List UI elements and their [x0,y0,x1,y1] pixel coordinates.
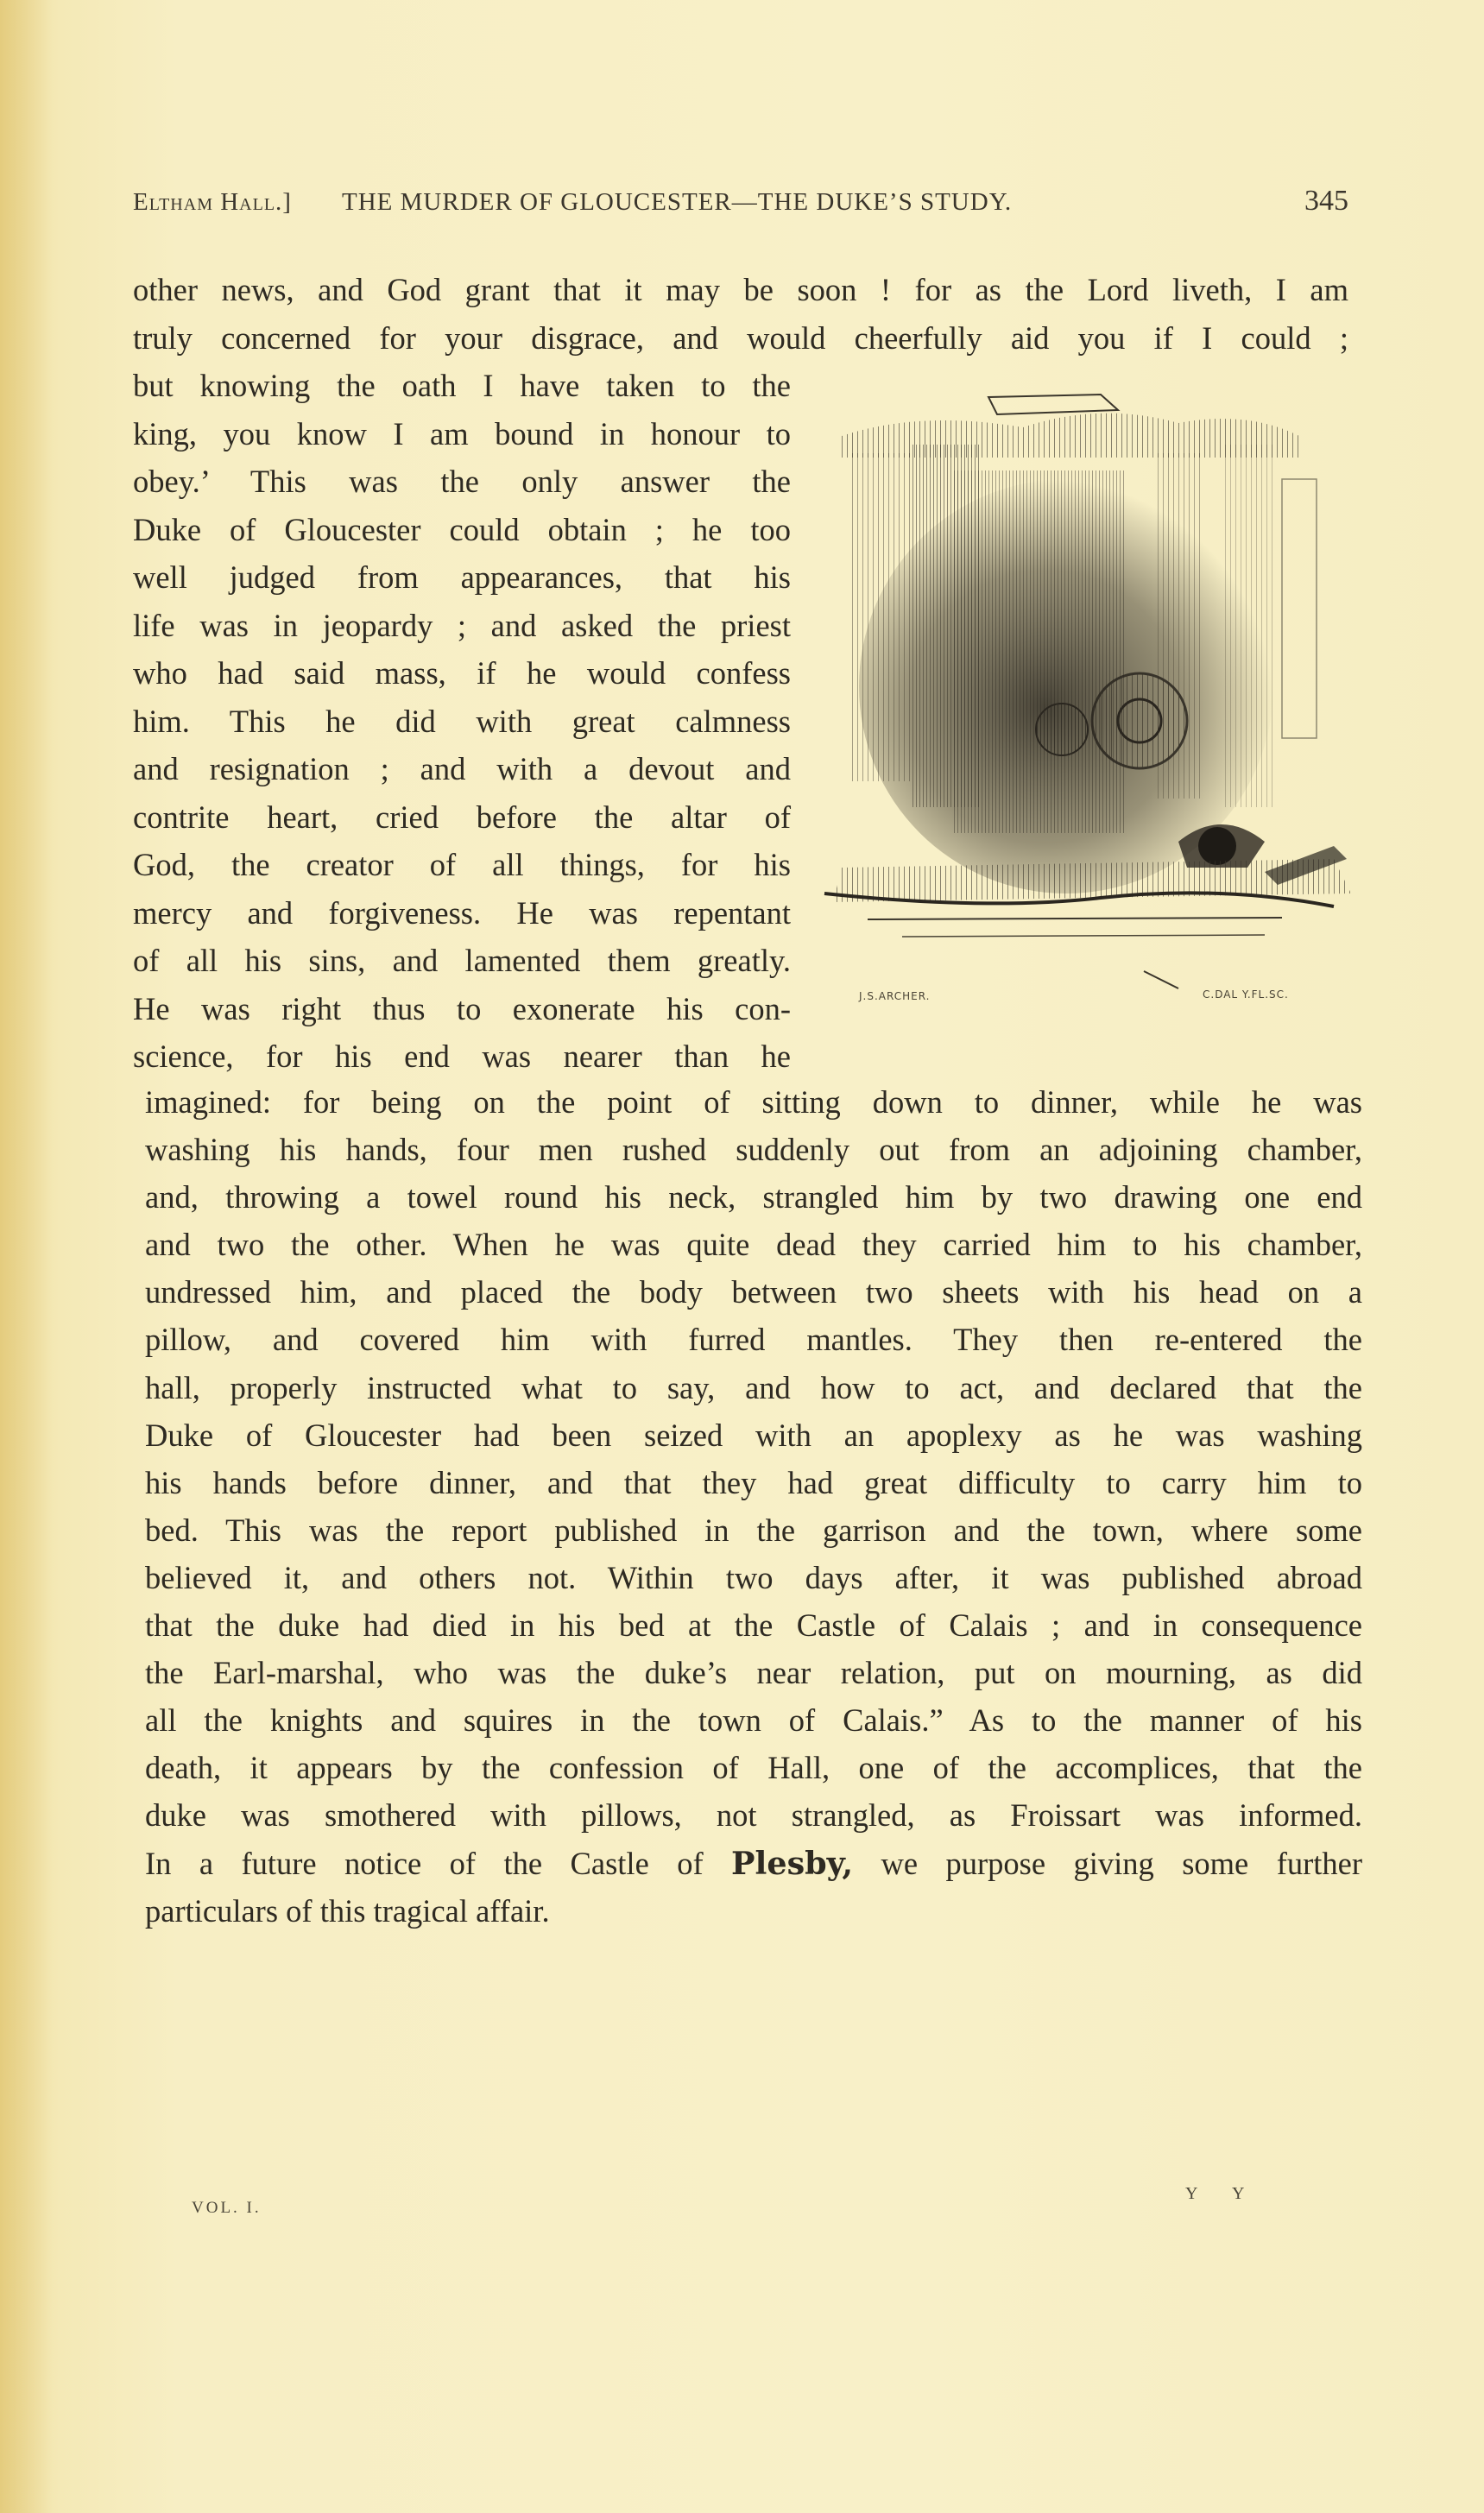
text-line: God, the creator of all things, for his [133,847,791,882]
text-line: well judged from appearances, that his [133,559,791,595]
engraving-illustration [816,376,1360,1014]
running-header-title: THE MURDER OF GLOUCESTER—THE DUKE’S STUDY. [342,188,1013,216]
text-line: obey.’ This was the only answer the [133,464,791,499]
running-header-left: Eltham Hall.] [133,188,292,216]
text-line: and resignation ; and with a devout and [133,751,791,786]
text-line: contrite heart, cried before the altar of [133,799,791,835]
text-line: the Earl-marshal, who was the duke’s near relation, put on mourning, as did [145,1655,1362,1691]
text-line: death, it appears by the confession of Hall, one of the accomplices, that the [145,1750,1362,1786]
paragraph-bottom [145,1078,1362,1935]
page-number: 345 [1304,185,1348,217]
text-line: Duke of Gloucester could obtain ; he too [133,511,791,547]
text-line: hall, properly instructed what to say, and how to act, and declared that the [145,1369,1362,1405]
text-line: undressed him, and placed the body between two sheets with his head on a [145,1274,1362,1310]
text-line: pillow, and covered him with furred mantles. They then re-entered the [145,1322,1362,1358]
text-line-blackletter [145,1840,1362,1887]
text-line: life was in jeopardy ; and asked the priest [133,607,791,643]
text-line: imagined: for being on the point of sitting down to dinner, while he was [145,1084,1362,1120]
engraving-credit-engraver: C.DAL Y.FL.SC. [1203,988,1289,1001]
page-edge-shading [0,0,52,2513]
engraving-credit-artist: J.S.ARCHER. [859,990,931,1002]
text-line: and, throwing a towel round his neck, strangled him by two drawing one end [145,1179,1362,1215]
text-line: washing his hands, four men rushed suddenly out from an adjoining chamber, [145,1132,1362,1168]
text-line: truly concerned for your disgrace, and would cheerfully aid you if I could ; [133,319,1348,356]
text-fragment: we purpose giving some further [853,1845,1362,1881]
text-line: him. This he did with great calmness [133,703,791,739]
text-line: believed it, and others not. Within two days after, it was published abroad [145,1559,1362,1595]
text-line: Duke of Gloucester had been seized with an apoplexy as he was washing [145,1417,1362,1453]
paragraph-top [133,266,1348,362]
footer-signature-mark: Y Y [1185,2184,1260,2203]
text-line: science, for his end was nearer than he [133,1039,791,1074]
text-line: bed. This was the report published in the garrison and the town, where some [145,1512,1362,1548]
text-line: He was right thus to exonerate his con- [133,990,791,1026]
text-line: all the knights and squires in the town of Calais.” As to the manner of his [145,1702,1362,1739]
text-line: mercy and forgiveness. He was repentant [133,894,791,931]
paragraph-wrapped [133,362,791,1081]
text-line-last: particulars of this tragical affair. [145,1892,550,1929]
text-line: his hands before dinner, and that they had great difficulty to carry him to [145,1464,1362,1500]
blackletter-word: Plesby, [731,1844,854,1882]
text-line: king, you know I am bound in honour to [133,415,791,451]
text-line: of all his sins, and lamented them greatly. [133,943,791,978]
text-line: that the duke had died in his bed at the Castle of Calais ; and in consequence [145,1607,1362,1644]
text-line: who had said mass, if he would confess [133,655,791,691]
text-line: and two the other. When he was quite dead they carried him to his chamber, [145,1227,1362,1263]
engraving-dukes-study [816,376,1360,1014]
text-line: duke was smothered with pillows, not strangled, as Froissart was informed. [145,1797,1362,1834]
text-line: other news, and God grant that it may be soon ! for as the Lord liveth, I am [133,272,1348,307]
text-fragment: In a future notice of the Castle of [145,1845,732,1881]
text-line: but knowing the oath I have taken to the [133,368,791,403]
footer-volume: VOL. I. [192,2199,262,2217]
running-header [133,185,1348,223]
